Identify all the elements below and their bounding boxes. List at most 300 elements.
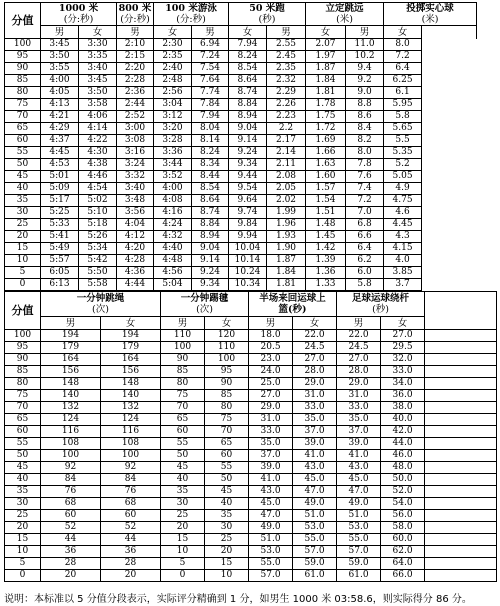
value-cell: 4:56 [154,267,192,279]
value-cell: 9.14 [192,255,229,267]
value-cell: 8.44 [192,171,229,183]
value-cell: 53.0 [293,522,337,534]
sub-female: 女 [79,26,117,39]
value-cell: 57.0 [337,546,381,558]
value-cell: 76 [101,486,161,498]
value-cell: 5:41 [41,231,79,243]
value-cell: 4.15 [384,243,422,255]
value-cell: 66.0 [381,570,425,582]
value-cell: 4:20 [117,243,154,255]
table-row [5,219,497,231]
value-cell: 3:40 [117,183,154,195]
value-cell: 2:20 [117,63,154,75]
value-cell: 1.63 [306,159,346,171]
value-cell: 55.0 [337,534,381,546]
value-cell: 2.11 [267,159,306,171]
value-cell: 1.96 [267,219,306,231]
value-cell: 20 [41,570,101,582]
blank-cell [425,534,497,546]
score-cell: 20 [5,231,41,243]
value-cell: 9.0 [346,87,384,99]
value-cell: 27.0 [293,354,337,366]
value-cell: 53.0 [249,546,293,558]
table-row [5,51,497,63]
value-cell: 110 [161,330,205,342]
score-cell: 0 [5,279,41,291]
table-row [5,366,497,378]
value-cell: 1.84 [267,267,306,279]
table-row [5,534,497,546]
table-row [5,159,497,171]
value-cell: 3:52 [154,171,192,183]
blank-cell [425,354,497,366]
value-cell: 54.0 [381,498,425,510]
value-cell: 10 [205,570,249,582]
table-row [5,438,497,450]
value-cell: 61.0 [293,570,337,582]
sub-female: 女 [384,26,422,39]
value-cell: 50 [205,474,249,486]
value-cell: 65 [161,414,205,426]
value-cell: 5.65 [384,123,422,135]
value-cell: 44.0 [381,438,425,450]
value-cell: 90 [205,378,249,390]
value-cell: 156 [41,366,101,378]
value-cell: 50.0 [381,474,425,486]
value-cell: 1.39 [306,255,346,267]
value-cell: 23.0 [249,354,293,366]
value-cell: 3:28 [154,135,192,147]
blank-cell [422,243,477,255]
value-cell: 9.94 [229,231,267,243]
value-cell: 5:02 [79,195,117,207]
blank-cell [422,231,477,243]
value-cell: 7.74 [192,87,229,99]
value-cell: 2.55 [267,39,306,51]
value-cell: 124 [41,414,101,426]
value-cell: 4:06 [79,111,117,123]
sub-male: 男 [41,26,79,39]
value-cell: 156 [101,366,161,378]
value-cell: 5:58 [79,279,117,291]
value-cell: 1.78 [306,99,346,111]
sub-female: 女 [205,317,249,330]
value-cell: 60.0 [381,534,425,546]
value-cell: 4.9 [384,183,422,195]
value-cell: 80 [161,378,205,390]
table-row [5,75,497,87]
blank-cell [425,498,497,510]
value-cell: 10.2 [346,51,384,63]
value-cell: 5:33 [41,219,79,231]
value-cell: 58.0 [381,522,425,534]
value-cell: 62.0 [381,546,425,558]
value-cell: 5:04 [154,279,192,291]
score-cell: 55 [5,147,41,159]
value-cell: 31.0 [249,414,293,426]
value-cell: 56.0 [381,510,425,522]
value-cell: 9.04 [229,123,267,135]
value-cell: 28.0 [337,366,381,378]
value-cell: 7.24 [192,51,229,63]
value-cell: 8.24 [229,51,267,63]
table-row [5,378,497,390]
table-row [5,195,497,207]
table-row [5,279,497,291]
value-cell: 3:50 [41,51,79,63]
sub-male: 男 [161,317,205,330]
value-cell: 20 [205,546,249,558]
sub-female: 女 [293,317,337,330]
score-cell: 50 [5,159,41,171]
value-cell: 20 [161,522,205,534]
value-cell: 8.74 [229,87,267,99]
value-cell: 7.84 [192,99,229,111]
value-cell: 4:21 [41,111,79,123]
value-cell: 2.29 [267,87,306,99]
value-cell: 15 [205,558,249,570]
value-cell: 1.69 [306,135,346,147]
value-cell: 1.81 [306,87,346,99]
value-cell: 3:56 [117,207,154,219]
value-cell: 70 [205,426,249,438]
value-cell: 2.07 [306,39,346,51]
value-cell: 4:54 [79,183,117,195]
value-cell: 3:48 [117,195,154,207]
value-cell: 55.0 [293,534,337,546]
value-cell: 57.0 [249,570,293,582]
value-cell: 1.36 [306,267,346,279]
value-cell: 84 [41,474,101,486]
sub-male: 男 [192,26,229,39]
value-cell: 4:04 [117,219,154,231]
table-row [5,558,497,570]
value-cell: 1.87 [267,255,306,267]
value-cell: 1.66 [306,147,346,159]
value-cell: 51.0 [249,534,293,546]
value-cell: 3.7 [384,279,422,291]
score-cell: 100 [5,39,41,51]
value-cell: 39.0 [337,438,381,450]
value-cell: 2:36 [117,87,154,99]
value-cell: 5.35 [384,147,422,159]
value-cell: 41.0 [249,474,293,486]
value-cell: 28 [101,558,161,570]
header-basketball-dribble: 半场来回运球上 篮(秒) [249,292,337,317]
value-cell: 116 [101,426,161,438]
blank-cell [422,159,477,171]
score-cell: 100 [5,330,41,342]
value-cell: 1.42 [306,243,346,255]
blank-cell [422,99,477,111]
value-cell: 35 [161,486,205,498]
value-cell: 8.4 [346,123,384,135]
score-cell: 5 [5,267,41,279]
footnote: 说明：本标准以 5 分值分段表示，实际评分精确到 1 分，如男生 1000 米 03:58.6，则实际得分 86 分。 [4,594,472,605]
value-cell: 9.34 [192,279,229,291]
value-cell: 1.99 [267,207,306,219]
score-cell: 5 [5,558,41,570]
value-cell: 4:45 [41,147,79,159]
value-cell: 8.84 [229,99,267,111]
value-cell: 28 [41,558,101,570]
table-row [5,522,497,534]
value-cell: 51.0 [337,510,381,522]
value-cell: 6.4 [384,63,422,75]
value-cell: 108 [41,438,101,450]
value-cell: 5:50 [79,267,117,279]
sub-male: 男 [337,317,381,330]
value-cell: 6.6 [346,231,384,243]
value-cell: 8.0 [384,39,422,51]
value-cell: 6:05 [41,267,79,279]
table2-body [5,330,497,582]
value-cell: 55 [161,438,205,450]
table-row [5,135,497,147]
value-cell: 2.2 [267,123,306,135]
value-cell: 4:13 [41,99,79,111]
value-cell: 8.54 [229,63,267,75]
score-cell: 95 [5,51,41,63]
value-cell: 50 [161,450,205,462]
blank-cell [422,279,477,291]
value-cell: 9.34 [229,159,267,171]
value-cell: 2.05 [267,183,306,195]
value-cell: 5:34 [79,243,117,255]
table-row [5,111,497,123]
score-cell: 85 [5,75,41,87]
value-cell: 59.0 [337,558,381,570]
score-cell: 65 [5,123,41,135]
value-cell: 9.84 [229,219,267,231]
sub-male: 男 [267,26,306,39]
value-cell: 9.24 [192,267,229,279]
value-cell: 8.04 [192,123,229,135]
value-cell: 4:53 [41,159,79,171]
value-cell: 6:13 [41,279,79,291]
value-cell: 90 [161,354,205,366]
value-cell: 1.84 [306,75,346,87]
score-cell: 25 [5,219,41,231]
sub-female: 女 [229,26,267,39]
blank-cell [422,39,477,51]
value-cell: 29.0 [293,378,337,390]
value-cell: 3:40 [79,63,117,75]
value-cell: 4.0 [384,255,422,267]
table-row [5,243,497,255]
blank-margin [477,3,496,39]
value-cell: 2.17 [267,135,306,147]
value-cell: 4:12 [117,231,154,243]
blank-cell [422,123,477,135]
value-cell: 92 [41,462,101,474]
value-cell: 2:44 [117,99,154,111]
score-header: 分值 [5,3,41,39]
value-cell: 1.97 [306,51,346,63]
value-cell: 2.02 [267,195,306,207]
blank-cell [425,390,497,402]
value-cell: 29.5 [381,342,425,354]
header-medicine-ball: 投掷实心球 (米) [384,3,477,26]
value-cell: 110 [205,342,249,354]
value-cell: 35 [205,510,249,522]
value-cell: 1.54 [306,195,346,207]
header-800m: 800 米 (分:秒) [117,3,154,26]
value-cell: 7.8 [346,159,384,171]
score-cell: 90 [5,354,41,366]
blank-cell [425,378,497,390]
table-row [5,183,497,195]
value-cell: 53.0 [337,522,381,534]
sub-male: 男 [117,26,154,39]
value-cell: 4:05 [41,87,79,99]
value-cell: 33.0 [249,426,293,438]
value-cell: 37.0 [337,426,381,438]
value-cell: 52 [41,522,101,534]
value-cell: 4:36 [117,267,154,279]
value-cell: 4:08 [154,195,192,207]
value-cell: 36.0 [381,390,425,402]
value-cell: 27.0 [381,330,425,342]
value-cell: 4.3 [384,231,422,243]
blank-cell [422,195,477,207]
value-cell: 22.0 [337,330,381,342]
header-jump-rope: 一分钟跳绳 (次) [41,292,161,317]
value-cell: 179 [101,342,161,354]
value-cell: 6.4 [346,243,384,255]
value-cell: 27.0 [337,354,381,366]
value-cell: 31.0 [337,390,381,402]
score-cell: 20 [5,522,41,534]
value-cell: 2:28 [117,75,154,87]
value-cell: 51.0 [293,510,337,522]
value-cell: 43.0 [249,486,293,498]
value-cell: 2:35 [154,51,192,63]
score-cell: 60 [5,135,41,147]
value-cell: 8.24 [192,147,229,159]
value-cell: 2:40 [154,63,192,75]
value-cell: 120 [205,330,249,342]
value-cell: 4:44 [117,279,154,291]
value-cell: 6.0 [346,267,384,279]
value-cell: 4:22 [79,135,117,147]
value-cell: 5 [161,558,205,570]
value-cell: 124 [101,414,161,426]
blank-cell [422,207,477,219]
blank-cell [422,87,477,99]
value-cell: 92 [101,462,161,474]
blank-cell [425,366,497,378]
value-cell: 7.64 [192,75,229,87]
sub-male: 男 [41,317,101,330]
value-cell: 2:52 [117,111,154,123]
blank-cell [422,219,477,231]
score-cell: 55 [5,438,41,450]
score-header: 分值 [5,292,41,330]
value-cell: 5:18 [79,219,117,231]
value-cell: 2.35 [267,63,306,75]
value-cell: 164 [101,354,161,366]
value-cell: 8.34 [192,159,229,171]
score-cell: 25 [5,510,41,522]
value-cell: 29.0 [337,378,381,390]
value-cell: 44 [41,534,101,546]
value-cell: 75 [161,390,205,402]
sub-female: 女 [306,26,346,39]
score-cell: 85 [5,366,41,378]
value-cell: 39.0 [249,462,293,474]
value-cell: 70 [161,402,205,414]
value-cell: 1.87 [306,63,346,75]
value-cell: 5.2 [384,159,422,171]
blank-cell [425,558,497,570]
table-row [5,390,497,402]
value-cell: 52 [101,522,161,534]
header-shuttlecock: 一分钟踢毽 (次) [161,292,249,317]
value-cell: 6.1 [384,87,422,99]
value-cell: 1.51 [306,207,346,219]
value-cell: 40.0 [381,414,425,426]
header-50m-run: 50 米跑 (秒) [229,3,306,26]
value-cell: 2.26 [267,99,306,111]
table-row [5,123,497,135]
value-cell: 4:37 [41,135,79,147]
value-cell: 49.0 [337,498,381,510]
value-cell: 8.2 [346,135,384,147]
value-cell: 4.6 [384,207,422,219]
value-cell: 4:30 [79,147,117,159]
score-cell: 30 [5,207,41,219]
value-cell: 28.0 [293,366,337,378]
table-row [5,402,497,414]
blank-cell [425,486,497,498]
value-cell: 46.0 [381,450,425,462]
value-cell: 25 [205,534,249,546]
value-cell: 0 [161,570,205,582]
table-row [5,267,497,279]
value-cell: 5:01 [41,171,79,183]
value-cell: 25 [161,510,205,522]
value-cell: 2:10 [117,39,154,51]
table1-body [5,39,497,291]
blank-cell [425,546,497,558]
table-row [5,231,497,243]
value-cell: 3:44 [154,159,192,171]
score-cell: 40 [5,183,41,195]
value-cell: 60 [161,426,205,438]
value-cell: 140 [41,390,101,402]
value-cell: 1.60 [306,171,346,183]
score-cell: 75 [5,99,41,111]
value-cell: 76 [41,486,101,498]
value-cell: 4:32 [154,231,192,243]
table-row [5,486,497,498]
value-cell: 10.14 [229,255,267,267]
header-standing-long-jump: 立定跳远 (米) [306,3,384,26]
value-cell: 80 [205,402,249,414]
scoring-table-ball-skills [4,291,497,582]
value-cell: 39.0 [293,438,337,450]
value-cell: 3:20 [154,123,192,135]
value-cell: 6.25 [384,75,422,87]
value-cell: 9.54 [229,183,267,195]
value-cell: 7.4 [346,183,384,195]
value-cell: 1.81 [267,279,306,291]
value-cell: 132 [101,402,161,414]
value-cell: 148 [101,378,161,390]
blank-cell [422,111,477,123]
table-row [5,63,497,75]
